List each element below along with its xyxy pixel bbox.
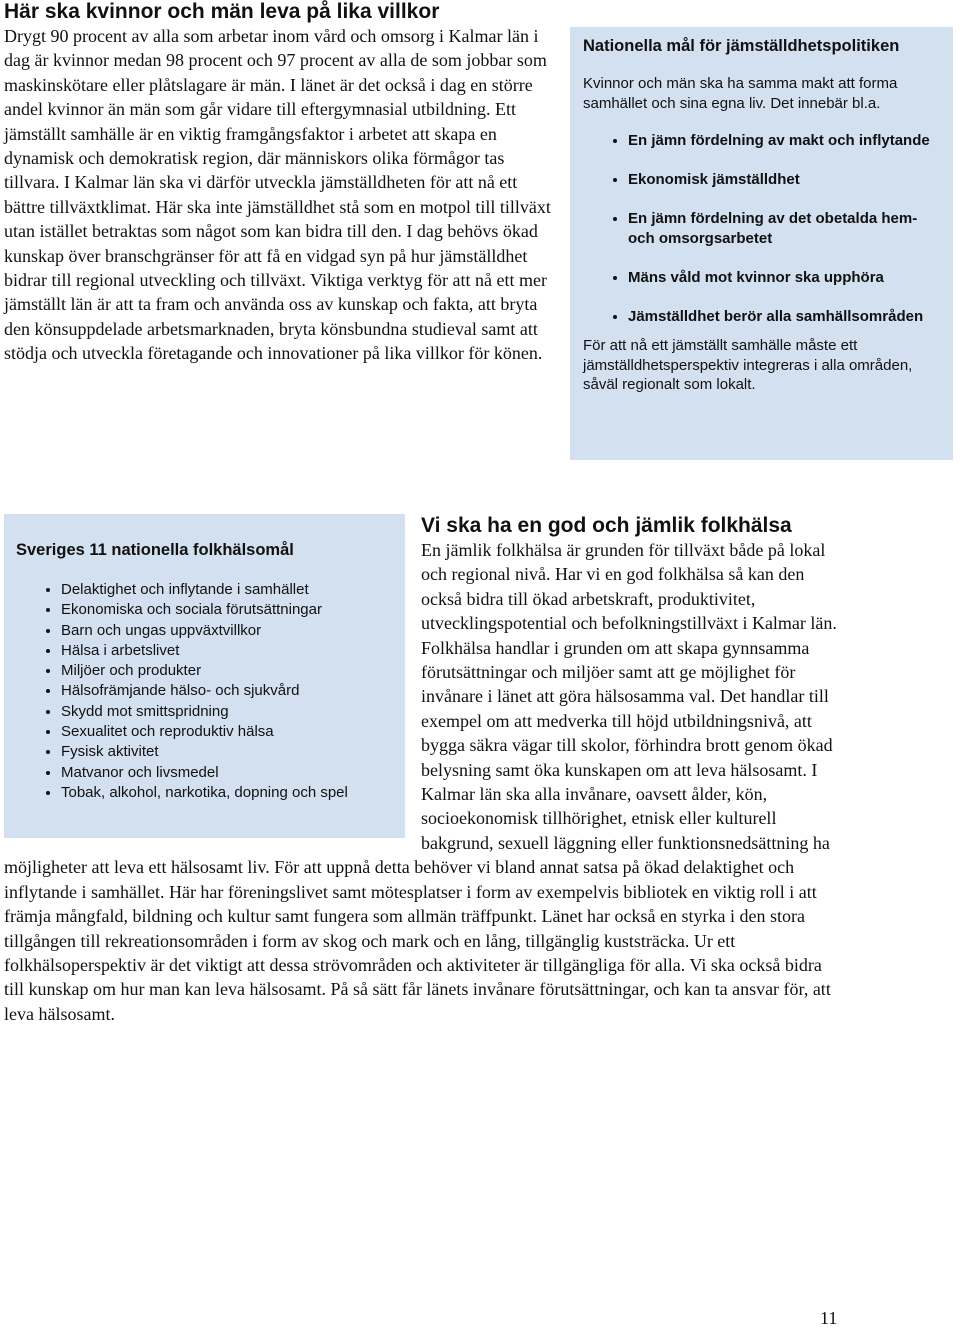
section-heading: Här ska kvinnor och män leva på lika villkor (4, 0, 440, 23)
list-item: • Hälsofrämjande hälso- och sjukvård (61, 681, 393, 701)
list-item: • Mäns våld mot kvinnor ska upphöra (628, 268, 941, 288)
health-goals-list (16, 580, 393, 803)
list-item: • Skydd mot smittspridning (61, 702, 393, 722)
section-body: En jämlik folkhälsa är grunden för tillväxt både på lokal och regional nivå. Har vi en god folkhälsa så kan den också bidra till ökad arbetskraft, produktivitet, utvecklingspotential och befolkningstillväxt i Kalmar län. Folkhälsa handlar i grunden om att skapa gynnsamma förutsättningar och miljöer samt att ge möjlighet för invånare i länet att göra hälsosamma val. Det handlar till exempel om att medverka till höjd utbildningsnivå, att bygga säkra vägar till skolor, förhindra brott genom ökad belysning samt öka kunskapen om att leva hälsosamt. I Kalmar län ska alla invånare, oavsett ålder, kön, socioekonomisk tillhörighet, etnisk eller kulturell bakgrund, sexuell läggning eller funktionsnedsättning ha möjligheter att leva ett hälsosamt liv. För att uppnå detta behöver vi bland annat satsa på ökad delaktighet och inflytande i samhället. Här har föreningslivet samt mötesplatser i form av exempelvis bibliotek en viktig roll i att främja mångfald, bildning och kultur samt fungera som allmän träffpunkt. Länet har också en styrka i den stora tillgången till rekreationsområden i form av skog och mark och en lång, tillgänglig kuststräcka. Ur ett folkhälsoperspektiv är det viktigt att dessa strövområden och aktiviteter är tillgängliga för alla. Vi ska också bidra till kunskap om hur man kan leva hälsosamt. På så sätt får länets invånare förutsättningar, och kan ta ansvar för, att leva hälsosamt. (4, 540, 837, 1024)
page-number: 11 (820, 1308, 838, 1328)
list-item: • Tobak, alkohol, narkotika, dopning och spel (61, 783, 393, 803)
list-item: • Fysisk aktivitet (61, 742, 393, 762)
box-title: Nationella mål för jämställdhetspolitiken (583, 37, 900, 55)
list-item: • Hälsa i arbetslivet (61, 641, 393, 661)
box-intro: Kvinnor och män ska ha samma makt att forma samhället och sina egna liv. Det innebär bl.a. (583, 75, 898, 112)
box-outro: För att nå ett jämställt samhälle måste ett jämställdhetsperspektiv integreras i alla områden, såväl regionalt som lokalt. (583, 337, 913, 393)
section-equality (4, 0, 556, 366)
list-item: • Ekonomiska och sociala förutsättningar (61, 600, 393, 620)
list-item: • Ekonomisk jämställdhet (628, 170, 941, 190)
list-item: • Sexualitet och reproduktiv hälsa (61, 722, 393, 742)
section-body: Drygt 90 procent av alla som arbetar inom vård och omsorg i Kalmar län i dag är kvinnor medan 98 procent och 97 procent av alla de som jobbar som maskinskötare eller plåtslagare är män. I länet är det också i dag en större andel kvinnor än män som går vidare till eftergymnasial utbildning. Ett jämställt samhälle är en viktig framgångsfaktor i arbetet att skapa en dynamisk och demokratisk region, där människors olika förmågor tas tillvara. I Kalmar län ska vi därför utveckla jämställdheten för att nå ett bättre tillväxtklimat. Här ska inte jämställdhet stå som en motpol till tillväxt utan istället betraktas som något som kan bidra till den. I dag behövs ökad kunskap över branschgränser för att få en vidgad syn på hur jämställdhet bidrar till regional utveckling och tillväxt. Viktiga verktyg för att nå ett mer jämställt län är att ta fram och använda oss av kunskap och fakta, att bryta den könsuppdelade arbetsmarknaden, bryta könsbundna studieval samt att stödja och utveckla företagande och innovationer på lika villkor för könen. (4, 26, 551, 364)
section-heading: Vi ska ha en god och jämlik folkhälsa (421, 514, 792, 537)
list-item: • Barn och ungas uppväxtvillkor (61, 621, 393, 641)
equality-goals-box (570, 27, 953, 460)
box-title: Sveriges 11 nationella folkhälsomål (16, 541, 294, 559)
equality-goals-list (583, 131, 941, 326)
public-health-goals-box (4, 514, 405, 838)
list-item: • Miljöer och produkter (61, 661, 393, 681)
list-item: • Delaktighet och inflytande i samhället (61, 580, 393, 600)
list-item: • En jämn fördelning av makt och inflytande (628, 131, 941, 151)
list-item: • Jämställdhet berör alla samhällsområden (628, 307, 941, 327)
list-item: • En jämn fördelning av det obetalda hem- och omsorgsarbetet (628, 209, 941, 248)
list-item: • Matvanor och livsmedel (61, 763, 393, 783)
section-public-health (4, 514, 844, 1026)
